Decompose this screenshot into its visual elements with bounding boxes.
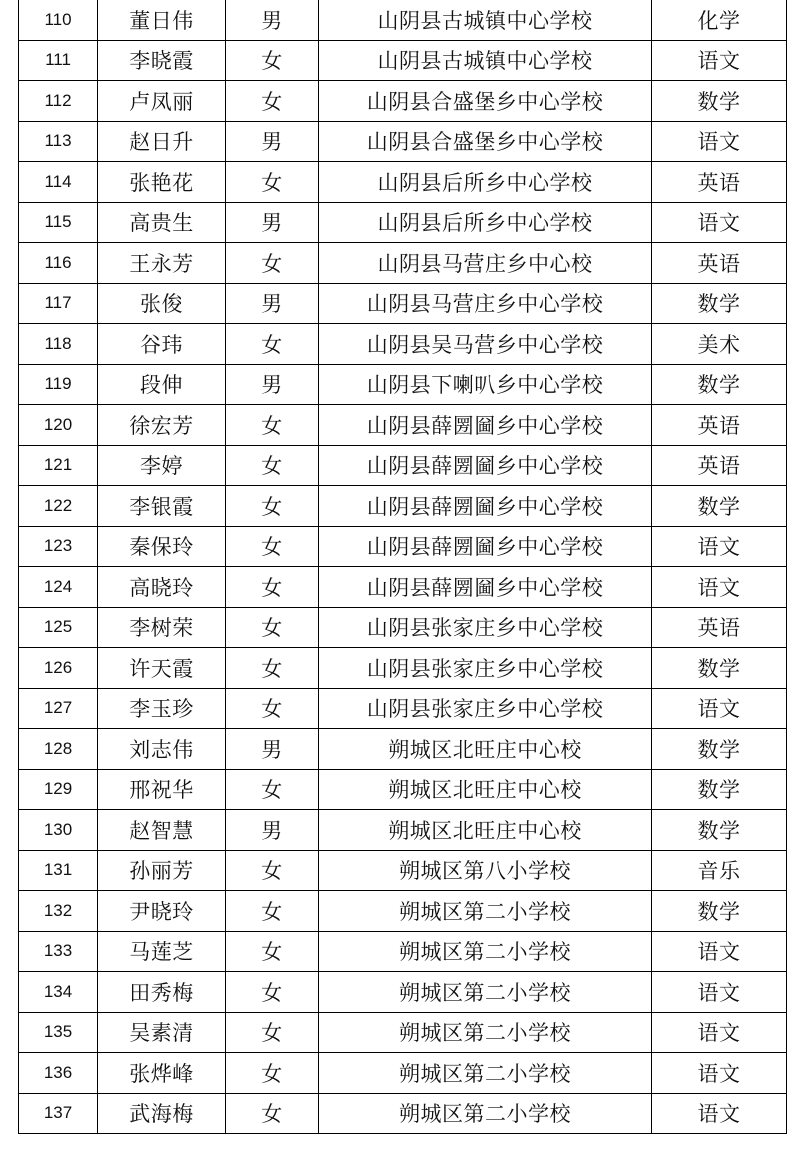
subject-cell: 英语 xyxy=(652,405,787,446)
gender-cell: 女 xyxy=(226,567,319,608)
teacher-name-cell: 赵日升 xyxy=(98,121,226,162)
school-name-cell: 朔城区第二小学校 xyxy=(319,1093,652,1134)
table-row xyxy=(19,810,787,851)
row-number-cell: 123 xyxy=(19,526,98,567)
gender-cell: 女 xyxy=(226,891,319,932)
table-row xyxy=(19,121,787,162)
gender-cell: 女 xyxy=(226,526,319,567)
subject-cell: 数学 xyxy=(652,364,787,405)
table-row xyxy=(19,324,787,365)
teacher-name-cell: 孙丽芳 xyxy=(98,850,226,891)
subject-cell: 语文 xyxy=(652,1093,787,1134)
school-name-cell: 朔城区第二小学校 xyxy=(319,931,652,972)
teacher-name-cell: 张艳花 xyxy=(98,162,226,203)
gender-cell: 男 xyxy=(226,810,319,851)
row-number-cell: 128 xyxy=(19,729,98,770)
school-name-cell: 山阴县薛圐圙乡中心学校 xyxy=(319,405,652,446)
table-row xyxy=(19,688,787,729)
school-name-cell: 山阴县合盛堡乡中心学校 xyxy=(319,121,652,162)
subject-cell: 语文 xyxy=(652,40,787,81)
school-name-cell: 山阴县合盛堡乡中心学校 xyxy=(319,81,652,122)
subject-cell: 美术 xyxy=(652,324,787,365)
school-name-cell: 山阴县张家庄乡中心学校 xyxy=(319,648,652,689)
row-number-cell: 115 xyxy=(19,202,98,243)
table-row xyxy=(19,567,787,608)
school-name-cell: 山阴县薛圐圙乡中心学校 xyxy=(319,486,652,527)
teacher-name-cell: 张烨峰 xyxy=(98,1053,226,1094)
gender-cell: 女 xyxy=(226,486,319,527)
school-name-cell: 朔城区第二小学校 xyxy=(319,891,652,932)
table-row xyxy=(19,283,787,324)
table-row xyxy=(19,1012,787,1053)
subject-cell: 数学 xyxy=(652,486,787,527)
row-number-cell: 135 xyxy=(19,1012,98,1053)
school-name-cell: 山阴县张家庄乡中心学校 xyxy=(319,607,652,648)
teacher-name-cell: 田秀梅 xyxy=(98,972,226,1013)
school-name-cell: 山阴县后所乡中心学校 xyxy=(319,162,652,203)
subject-cell: 语文 xyxy=(652,202,787,243)
table-row xyxy=(19,850,787,891)
table-row xyxy=(19,445,787,486)
school-name-cell: 山阴县古城镇中心学校 xyxy=(319,0,652,40)
row-number-cell: 121 xyxy=(19,445,98,486)
subject-cell: 数学 xyxy=(652,81,787,122)
gender-cell: 男 xyxy=(226,121,319,162)
subject-cell: 英语 xyxy=(652,607,787,648)
table-row xyxy=(19,486,787,527)
gender-cell: 女 xyxy=(226,81,319,122)
gender-cell: 女 xyxy=(226,445,319,486)
table-row xyxy=(19,648,787,689)
teacher-name-cell: 许天霞 xyxy=(98,648,226,689)
subject-cell: 英语 xyxy=(652,243,787,284)
subject-cell: 英语 xyxy=(652,445,787,486)
teacher-name-cell: 谷玮 xyxy=(98,324,226,365)
row-number-cell: 120 xyxy=(19,405,98,446)
gender-cell: 女 xyxy=(226,162,319,203)
row-number-cell: 136 xyxy=(19,1053,98,1094)
row-number-cell: 114 xyxy=(19,162,98,203)
table-row xyxy=(19,972,787,1013)
subject-cell: 语文 xyxy=(652,972,787,1013)
subject-cell: 数学 xyxy=(652,891,787,932)
table-row xyxy=(19,729,787,770)
gender-cell: 女 xyxy=(226,850,319,891)
subject-cell: 英语 xyxy=(652,162,787,203)
school-name-cell: 山阴县吴马营乡中心学校 xyxy=(319,324,652,365)
table-row xyxy=(19,364,787,405)
teacher-name-cell: 吴素清 xyxy=(98,1012,226,1053)
subject-cell: 数学 xyxy=(652,648,787,689)
table-row xyxy=(19,607,787,648)
table-row xyxy=(19,931,787,972)
gender-cell: 女 xyxy=(226,1093,319,1134)
school-name-cell: 朔城区第八小学校 xyxy=(319,850,652,891)
gender-cell: 女 xyxy=(226,648,319,689)
teacher-name-cell: 卢凤丽 xyxy=(98,81,226,122)
teacher-name-cell: 李婷 xyxy=(98,445,226,486)
gender-cell: 女 xyxy=(226,931,319,972)
teacher-name-cell: 秦保玲 xyxy=(98,526,226,567)
teacher-name-cell: 徐宏芳 xyxy=(98,405,226,446)
gender-cell: 男 xyxy=(226,202,319,243)
table-row xyxy=(19,769,787,810)
school-name-cell: 山阴县马营庄乡中心校 xyxy=(319,243,652,284)
row-number-cell: 124 xyxy=(19,567,98,608)
gender-cell: 男 xyxy=(226,0,319,40)
row-number-cell: 125 xyxy=(19,607,98,648)
teacher-name-cell: 赵智慧 xyxy=(98,810,226,851)
gender-cell: 女 xyxy=(226,324,319,365)
row-number-cell: 112 xyxy=(19,81,98,122)
table-row xyxy=(19,162,787,203)
row-number-cell: 113 xyxy=(19,121,98,162)
gender-cell: 女 xyxy=(226,1012,319,1053)
row-number-cell: 131 xyxy=(19,850,98,891)
school-name-cell: 山阴县下喇叭乡中心学校 xyxy=(319,364,652,405)
roster-body xyxy=(19,0,787,1134)
teacher-name-cell: 王永芳 xyxy=(98,243,226,284)
school-name-cell: 朔城区第二小学校 xyxy=(319,1012,652,1053)
row-number-cell: 116 xyxy=(19,243,98,284)
row-number-cell: 126 xyxy=(19,648,98,689)
school-name-cell: 山阴县后所乡中心学校 xyxy=(319,202,652,243)
subject-cell: 数学 xyxy=(652,810,787,851)
school-name-cell: 朔城区第二小学校 xyxy=(319,1053,652,1094)
subject-cell: 音乐 xyxy=(652,850,787,891)
subject-cell: 语文 xyxy=(652,931,787,972)
school-name-cell: 山阴县张家庄乡中心学校 xyxy=(319,688,652,729)
row-number-cell: 111 xyxy=(19,40,98,81)
subject-cell: 语文 xyxy=(652,1053,787,1094)
table-row xyxy=(19,891,787,932)
gender-cell: 女 xyxy=(226,972,319,1013)
row-number-cell: 127 xyxy=(19,688,98,729)
school-name-cell: 朔城区第二小学校 xyxy=(319,972,652,1013)
teacher-name-cell: 武海梅 xyxy=(98,1093,226,1134)
gender-cell: 女 xyxy=(226,40,319,81)
teacher-name-cell: 李晓霞 xyxy=(98,40,226,81)
row-number-cell: 117 xyxy=(19,283,98,324)
subject-cell: 化学 xyxy=(652,0,787,40)
gender-cell: 女 xyxy=(226,405,319,446)
school-name-cell: 朔城区北旺庄中心校 xyxy=(319,729,652,770)
gender-cell: 女 xyxy=(226,243,319,284)
gender-cell: 女 xyxy=(226,688,319,729)
gender-cell: 女 xyxy=(226,607,319,648)
school-name-cell: 山阴县薛圐圙乡中心学校 xyxy=(319,526,652,567)
row-number-cell: 133 xyxy=(19,931,98,972)
teacher-name-cell: 李玉珍 xyxy=(98,688,226,729)
school-name-cell: 山阴县薛圐圙乡中心学校 xyxy=(319,445,652,486)
row-number-cell: 134 xyxy=(19,972,98,1013)
row-number-cell: 119 xyxy=(19,364,98,405)
school-name-cell: 山阴县古城镇中心学校 xyxy=(319,40,652,81)
subject-cell: 数学 xyxy=(652,729,787,770)
teacher-roster-table xyxy=(18,0,787,1134)
gender-cell: 女 xyxy=(226,1053,319,1094)
teacher-name-cell: 尹晓玲 xyxy=(98,891,226,932)
row-number-cell: 130 xyxy=(19,810,98,851)
school-name-cell: 山阴县马营庄乡中心学校 xyxy=(319,283,652,324)
teacher-name-cell: 刘志伟 xyxy=(98,729,226,770)
subject-cell: 数学 xyxy=(652,769,787,810)
teacher-name-cell: 张俊 xyxy=(98,283,226,324)
table-row xyxy=(19,1093,787,1134)
table-row xyxy=(19,243,787,284)
teacher-name-cell: 李银霞 xyxy=(98,486,226,527)
table-row xyxy=(19,0,787,40)
table-row xyxy=(19,40,787,81)
row-number-cell: 129 xyxy=(19,769,98,810)
subject-cell: 语文 xyxy=(652,526,787,567)
subject-cell: 语文 xyxy=(652,567,787,608)
teacher-name-cell: 高贵生 xyxy=(98,202,226,243)
table-row xyxy=(19,202,787,243)
gender-cell: 男 xyxy=(226,364,319,405)
table-row xyxy=(19,1053,787,1094)
subject-cell: 语文 xyxy=(652,1012,787,1053)
gender-cell: 男 xyxy=(226,729,319,770)
school-name-cell: 朔城区北旺庄中心校 xyxy=(319,810,652,851)
row-number-cell: 132 xyxy=(19,891,98,932)
gender-cell: 男 xyxy=(226,283,319,324)
teacher-name-cell: 段伸 xyxy=(98,364,226,405)
school-name-cell: 朔城区北旺庄中心校 xyxy=(319,769,652,810)
row-number-cell: 137 xyxy=(19,1093,98,1134)
teacher-name-cell: 董日伟 xyxy=(98,0,226,40)
gender-cell: 女 xyxy=(226,769,319,810)
subject-cell: 数学 xyxy=(652,283,787,324)
teacher-name-cell: 马莲芝 xyxy=(98,931,226,972)
table-row xyxy=(19,405,787,446)
row-number-cell: 110 xyxy=(19,0,98,40)
teacher-name-cell: 邢祝华 xyxy=(98,769,226,810)
row-number-cell: 122 xyxy=(19,486,98,527)
teacher-name-cell: 高晓玲 xyxy=(98,567,226,608)
table-row xyxy=(19,81,787,122)
subject-cell: 语文 xyxy=(652,688,787,729)
teacher-name-cell: 李树荣 xyxy=(98,607,226,648)
table-row xyxy=(19,526,787,567)
subject-cell: 语文 xyxy=(652,121,787,162)
school-name-cell: 山阴县薛圐圙乡中心学校 xyxy=(319,567,652,608)
row-number-cell: 118 xyxy=(19,324,98,365)
